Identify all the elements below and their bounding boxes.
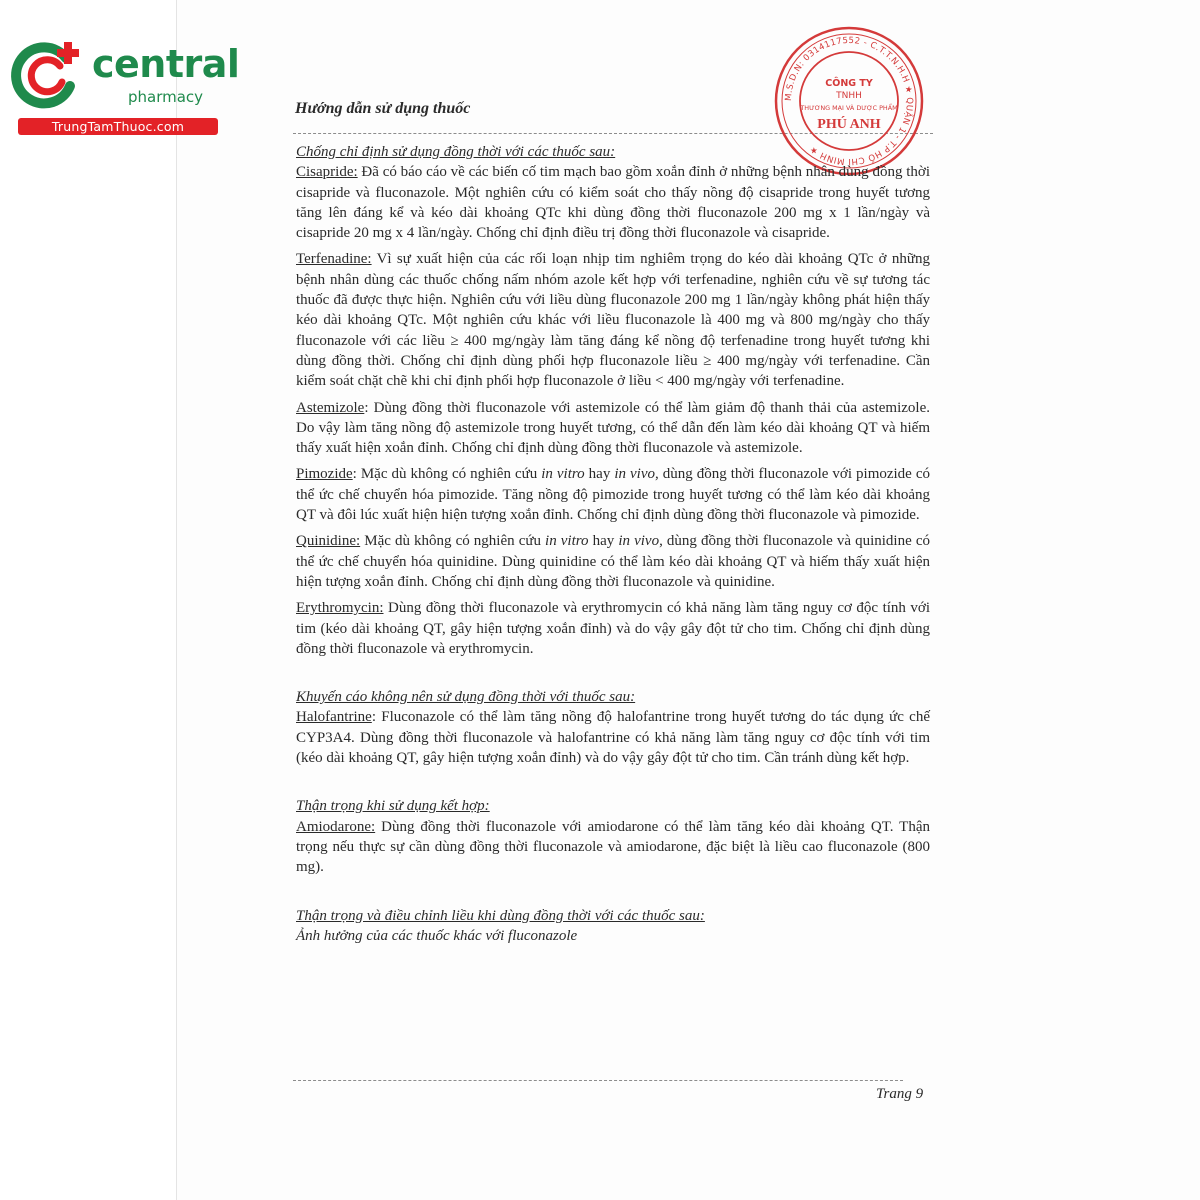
drug-paragraph-erythromycin — [296, 598, 930, 659]
drug-text-amiodarone: Dùng đồng thời fluconazole với amiodarone có thể làm tăng kéo dài khoảng QT. Thận trọng nếu thực sự cần dùng đồng thời fluconazole và amiodarone, đặc biệt là liều cao fluconazole (800 mg). — [296, 818, 930, 876]
drug-name-halofantrine: Halofantrine — [296, 709, 372, 726]
drug-italic-quinidine-a: in vitro — [545, 533, 589, 550]
pharmacy-cross-icon — [8, 36, 88, 116]
drug-paragraph-quinidine — [296, 531, 930, 592]
drug-text-quinidine-b: hay — [588, 533, 619, 550]
footer-divider — [293, 1080, 903, 1081]
spacer — [296, 774, 930, 796]
stamp-ring-text: M.S.D.N: 0314117552 - C.T.T.N.H.H ★ QUẬN 1 - T.P HỒ CHÍ MINH ★ — [783, 35, 915, 167]
drug-text-astemizole: : Dùng đồng thời fluconazole với astemizole có thể làm giảm độ thanh thải của astemizole. Do vậy làm tăng nồng độ astemizole trong huyết tương, có thể dẫn đến làm kéo dài khoảng QT và hiếm thấy xuất hiện xoắn đỉnh. Chống chỉ định dùng đồng thời fluconazole và astemizole. — [296, 399, 930, 457]
stamp-line-1: CÔNG TY — [825, 78, 873, 89]
subheading-effects-on-fluconazole: Ảnh hưởng của các thuốc khác với fluconazole — [296, 927, 578, 944]
drug-italic-pimozide-a: in vitro — [541, 466, 585, 483]
drug-text-pimozide-a: : Mặc dù không có nghiên cứu — [352, 466, 542, 483]
drug-paragraph-pimozide — [296, 464, 930, 525]
drug-paragraph-halofantrine — [296, 707, 930, 768]
drug-paragraph-cisapride — [296, 162, 930, 243]
drug-paragraph-astemizole — [296, 398, 930, 459]
section-heading-caution: Thận trọng khi sử dụng kết hợp: — [296, 798, 490, 815]
drug-name-erythromycin: Erythromycin: — [296, 600, 384, 617]
brand-subtitle: pharmacy — [128, 88, 204, 106]
drug-italic-pimozide-b: in vivo — [614, 466, 655, 483]
drug-name-cisapride: Cisapride: — [296, 164, 358, 181]
spacer — [296, 665, 930, 687]
stamp-line-3: THƯƠNG MẠI VÀ DƯỢC PHẨM — [800, 104, 898, 112]
drug-text-halofantrine: : Fluconazole có thể làm tăng nồng độ halofantrine trong huyết tương do tác dụng ức chế CYP3A4. Dùng đồng thời fluconazole và halofantrine có khả năng làm tăng nguy cơ độc tính với tim (kéo dài khoảng QT, gây hiện tượng xoắn đỉnh) và do vậy gây đột tử cho tim. Cần tránh dùng kết hợp. — [296, 709, 930, 767]
drug-name-pimozide: Pimozide — [296, 466, 353, 483]
drug-name-terfenadine: Terfenadine: — [296, 251, 372, 268]
document-body — [296, 142, 930, 952]
drug-text-terfenadine: Vì sự xuất hiện của các rối loạn nhịp tim nghiêm trọng do kéo dài khoảng QTc ở những bệnh nhân dùng các thuốc chống nấm nhóm azole kết hợp với terfenadine, nghiên cứu về sự tương tác thuốc đã được thực hiện. Nghiên cứu với liều dùng fluconazole 200 mg 1 lần/ngày không phát hiện thấy kéo dài khoảng QTc. Một nghiên cứu khác với liều fluconazole là 400 mg và 800 mg/ngày cho thấy fluconazole với các liều ≥ 400 mg/ngày làm tăng đáng kể nồng độ terfenadine trong huyết tương khi dùng đồng thời. Chống chỉ định dùng phối hợp fluconazole liều ≥ 400 mg/ngày với terfenadine. Cần kiểm soát chặt chẽ khi chỉ định phối hợp fluconazole ở liều < 400 mg/ngày với terfenadine. — [296, 251, 930, 390]
drug-name-quinidine: Quinidine: — [296, 533, 361, 550]
section-heading-caution-adjust: Thận trọng và điều chỉnh liều khi dùng đồng thời với các thuốc sau: — [296, 907, 705, 924]
section-heading-contraindicated: Chống chỉ định sử dụng đồng thời với các thuốc sau: — [296, 144, 616, 160]
stamp-line-4: PHÚ ANH — [817, 117, 881, 132]
drug-text-quinidine-a: Mặc dù không có nghiên cứu — [360, 533, 546, 550]
drug-name-astemizole: Astemizole — [296, 399, 365, 416]
drug-paragraph-amiodarone — [296, 817, 930, 878]
stamp-line-2: TNHH — [836, 91, 862, 101]
drug-paragraph-terfenadine — [296, 249, 930, 391]
drug-text-pimozide-c: , dùng đồng thời fluconazole với pimozide có thể ức chế chuyển hóa pimozide. Tăng nồng độ pimozide trong huyết tương có thể làm kéo dài khoảng QT và đôi lúc xuất hiện hiện tượng xoắn đỉnh. Chống chỉ định dùng đồng thời fluconazole và pimozide. — [296, 466, 930, 524]
page-number: Trang 9 — [876, 1086, 924, 1102]
drug-text-erythromycin: Dùng đồng thời fluconazole và erythromycin có khả năng làm tăng nguy cơ độc tính với tim (kéo dài khoảng QT, gây hiện tượng xoắn đỉnh) và do vậy gây đột tử cho tim. Chống chỉ định dùng đồng thời fluconazole và erythromycin. — [296, 600, 930, 657]
brand-url[interactable]: TrungTamThuoc.com — [18, 118, 218, 135]
drug-name-amiodarone: Amiodarone: — [296, 818, 376, 835]
drug-italic-quinidine-b: in vivo — [618, 533, 660, 550]
brand-name: central — [92, 42, 240, 86]
spacer — [296, 884, 930, 906]
section-heading-not-recommended: Khuyến cáo không nên sử dụng đồng thời với thuốc sau: — [296, 689, 636, 706]
drug-text-cisapride: Đã có báo cáo về các biến cố tim mạch bao gồm xoắn đỉnh ở những bệnh nhân dùng đồng thời cisapride và fluconazole. Một nghiên cứu có kiểm soát cho thấy nồng độ cisapride trong huyết tương tăng lên đáng kể và kéo dài khoảng QTc khi dùng đồng thời fluconazole 200 mg x 1 lần/ngày và cisapride 20 mg x 4 lần/ngày. Chống chỉ định điều trị đồng thời fluconazole và cisapride. — [296, 164, 930, 242]
drug-text-quinidine-c: , dùng đồng thời fluconazole và quinidine có thể ức chế chuyển hóa quinidine. Dùng quinidine có thể làm kéo dài khoảng QT và hiếm thấy xuất hiện hiện tượng xoắn đỉnh. Chống chỉ định dùng đồng thời fluconazole và quinidine. — [296, 533, 930, 590]
drug-text-pimozide-b: hay — [584, 466, 615, 483]
central-pharmacy-logo[interactable] — [8, 36, 240, 136]
document-title: Hướng dẫn sử dụng thuốc — [295, 100, 471, 117]
